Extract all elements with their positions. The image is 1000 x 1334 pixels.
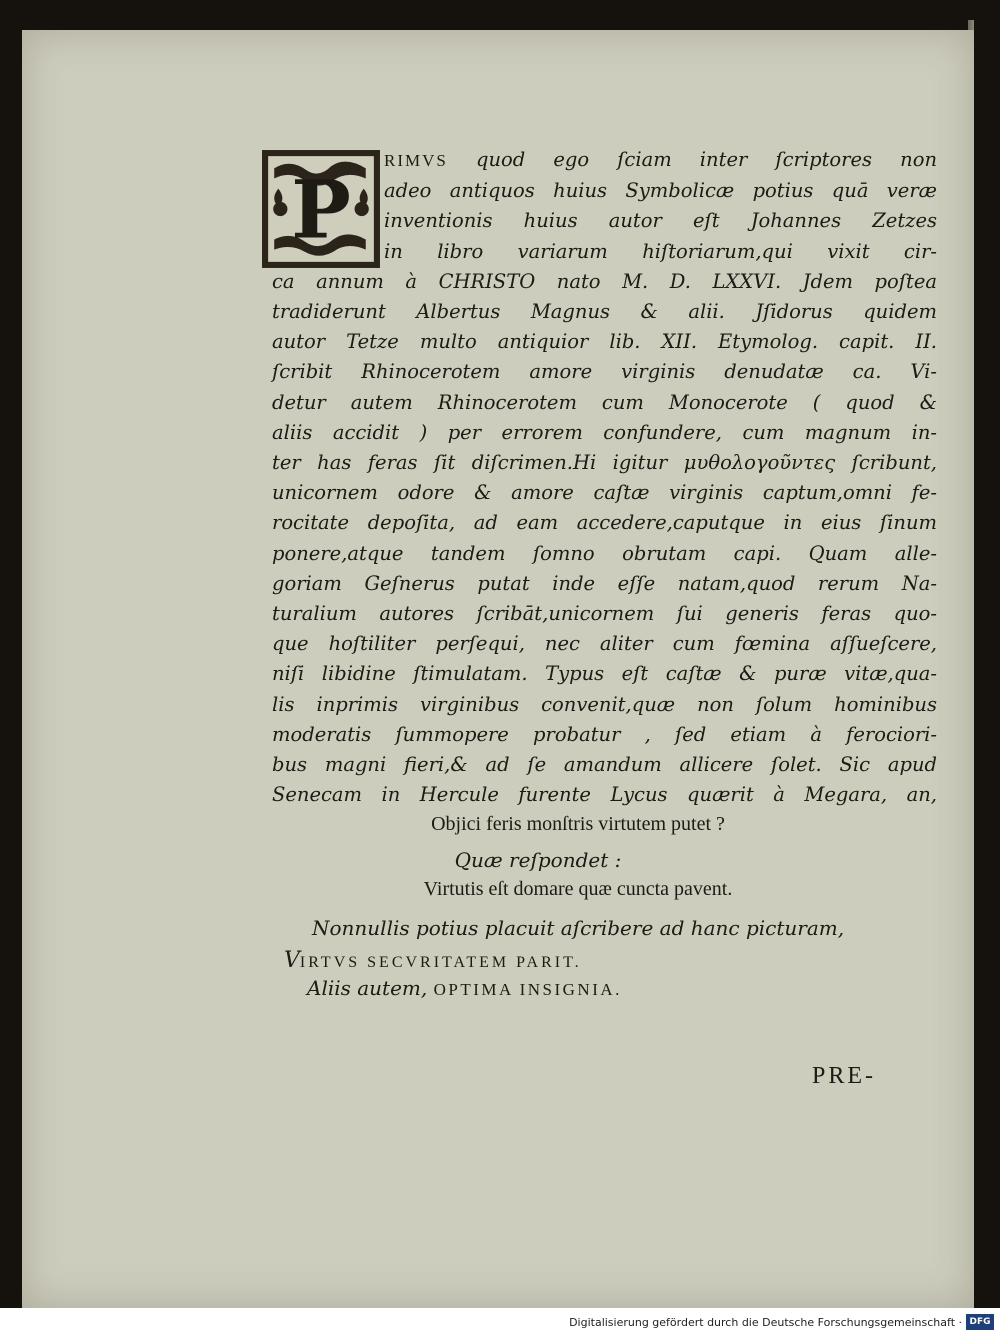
motto-virtus bbox=[284, 948, 582, 973]
catchword: PRE- bbox=[812, 1063, 877, 1089]
text-line-7: autor Tetze multo antiquior lib. XII. Etymolog. capit. II. bbox=[272, 330, 937, 354]
text-line-4: in libro variarum hiſtoriarum,qui vixit cir- bbox=[384, 239, 937, 263]
nonnullis-line: Nonnullis potius placuit aſcribere ad hanc picturam, bbox=[312, 916, 845, 940]
text-line-3: inventionis huius autor eſt Johannes Zetzes bbox=[384, 209, 937, 233]
body-text bbox=[272, 145, 937, 810]
dfg-logo: DFG bbox=[966, 1314, 994, 1330]
text-line-16: turalium autores ſcribāt,unicornem ſui generis feras quo- bbox=[272, 602, 937, 626]
motto-optima bbox=[307, 976, 622, 1000]
text-line-21: bus magni fieri,& ad ſe amandum allicere ſolet. Sic apud bbox=[272, 753, 937, 777]
text-line-2: adeo antiquos huius Symbolicæ potius quā veræ bbox=[384, 179, 937, 203]
motto-virtus-cap: V bbox=[284, 948, 300, 973]
optima-insignia: OPTIMA INSIGNIA. bbox=[433, 980, 622, 999]
text-line-15: goriam Geſnerus putat inde eſſe natam,quod rerum Na- bbox=[272, 571, 937, 595]
respondet-line: Quæ reſpondet : bbox=[454, 848, 622, 872]
text-line-18: niſi libidine ſtimulatam. Typus eſt caſtæ & puræ vitæ,qua- bbox=[272, 662, 937, 686]
text-line-19: lis inprimis virginibus convenit,quæ non ſolum hominibus bbox=[272, 692, 937, 716]
text-line-8: ſcribit Rhinocerotem amore virginis denudatæ ca. Vi- bbox=[272, 360, 937, 384]
motto-virtus-rest: IRTVS SECVRITATEM PARIT. bbox=[299, 954, 582, 971]
text-line-13: rocitate depoſita, ad eam accedere,caputque in eius ſinum bbox=[272, 511, 937, 535]
text-line-6: tradiderunt Albertus Magnus & alii. Jſidorus quidem bbox=[272, 300, 937, 324]
text-line-11: ter has feras ſit diſcrimen.Hi igitur μυθολογοῦντες ſcribunt, bbox=[272, 451, 937, 475]
text-line-1: RIMVS quod ego ſciam inter ſcriptores non bbox=[384, 148, 937, 171]
text-line-5: ca annum à CHRISTO nato M. D. LXXVI. Jdem poſtea bbox=[272, 269, 937, 293]
initial-letter: P bbox=[291, 163, 351, 257]
text-line-10: aliis accidit ) per errorem confundere, cum magnum in- bbox=[272, 420, 937, 444]
footer-bar bbox=[0, 1308, 1000, 1334]
text-line-17: que hoſtiliter perſequi, nec aliter cum fœmina aſſueſcere, bbox=[272, 632, 937, 656]
text-line-14: ponere,atque tandem ſomno obrutam capi. Quam alle- bbox=[272, 541, 937, 565]
book-page bbox=[22, 30, 974, 1308]
verse-line-1: Objici feris monſtris virtutem putet ? bbox=[431, 813, 725, 835]
text-line-12: unicornem odore & amore caſtæ virginis captum,omni fe- bbox=[272, 481, 937, 505]
text-line-9: detur autem Rhinocerotem cum Monocerote ( quod & bbox=[272, 390, 937, 414]
aliis-italic: Aliis autem, bbox=[307, 976, 428, 1000]
text-line-22: Senecam in Hercule furente Lycus quærit à Megara, an, bbox=[272, 783, 937, 807]
footer-credit: Digitalisierung gefördert durch die Deutsche Forschungsgemeinschaft · bbox=[569, 1316, 962, 1329]
verse-line-2: Virtutis eſt domare quæ cuncta pavent. bbox=[423, 878, 733, 900]
text-line-20: moderatis ſummopere probatur , ſed etiam à ferociori- bbox=[272, 722, 937, 746]
